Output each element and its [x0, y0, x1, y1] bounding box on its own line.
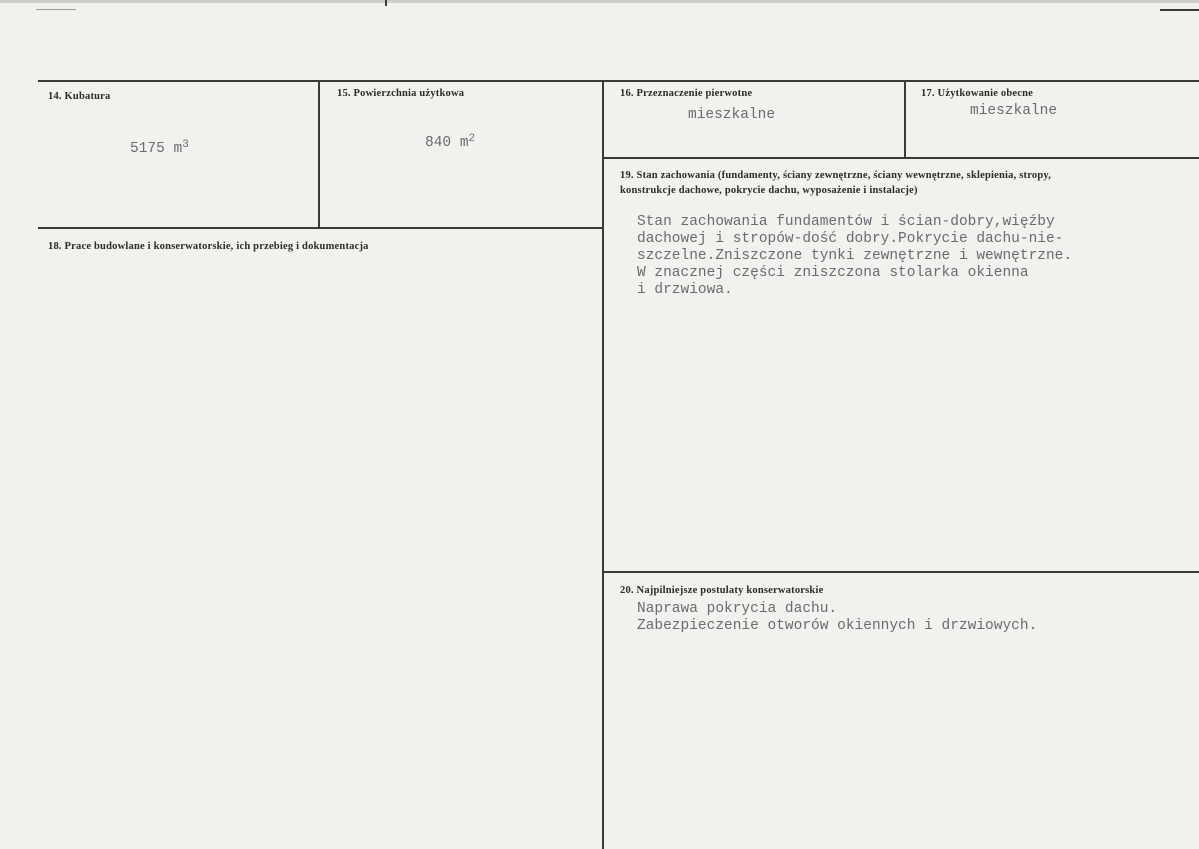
kubatura-exponent: 3 — [182, 139, 189, 151]
field-20-label: 20. Najpilniejsze postulaty konserwatorskie — [620, 585, 824, 596]
field-19-label-line-1: 19. Stan zachowania (fundamenty, ściany zewnętrzne, ściany wewnętrzne, sklepienia, stropy, — [620, 170, 1052, 181]
condition-line: szczelne.Zniszczone tynki zewnętrzne i wewnętrzne. — [637, 248, 1073, 264]
rule-top — [38, 80, 1199, 82]
condition-line: W znacznej części zniszczona stolarka okienna — [637, 265, 1029, 281]
rule-above-20 — [603, 571, 1199, 573]
field-20-text — [637, 601, 1037, 635]
kubatura-unit: m — [173, 141, 183, 157]
condition-line: Stan zachowania fundamentów i ścian-dobry,więźby — [637, 214, 1055, 230]
postulate-line: Naprawa pokrycia dachu. — [637, 601, 838, 617]
powierzchnia-number: 840 — [425, 135, 452, 151]
card-top-edge — [0, 0, 1199, 3]
field-14-value — [130, 141, 189, 159]
field-18-label: 18. Prace budowlane i konserwatorskie, ich przebieg i dokumentacja — [48, 241, 369, 252]
field-15-value — [425, 135, 475, 153]
field-14-label: 14. Kubatura — [48, 91, 111, 102]
corner-mark — [1160, 9, 1199, 11]
rule-under-16-17 — [603, 157, 1199, 159]
field-17-label: 17. Użytkowanie obecne — [921, 88, 1034, 99]
field-19-label-line-2: konstrukcje dachowe, pokrycie dachu, wyposażenie i instalacje) — [620, 185, 918, 196]
kubatura-number: 5175 — [130, 141, 165, 157]
col-divider-16-17 — [904, 80, 906, 158]
corner-mark-left — [36, 9, 76, 10]
field-16-value: mieszkalne — [688, 107, 776, 123]
powierzchnia-unit: m — [459, 135, 469, 151]
field-19-text — [637, 214, 1072, 299]
col-divider-main — [602, 80, 604, 849]
field-15-label: 15. Powierzchnia użytkowa — [337, 88, 465, 99]
col-divider-14-15 — [318, 80, 320, 229]
condition-line: dachowej i stropów-dość dobry.Pokrycie dachu-nie- — [637, 231, 1064, 247]
powierzchnia-exponent: 2 — [468, 133, 476, 145]
field-16-label: 16. Przeznaczenie pierwotne — [620, 88, 753, 99]
condition-line: i drzwiowa. — [637, 282, 733, 298]
rule-under-14-15 — [38, 227, 604, 229]
top-tick-mark — [385, 0, 387, 6]
postulate-line: Zabezpieczenie otworów okiennych i drzwiowych. — [637, 618, 1038, 634]
field-17-value: mieszkalne — [970, 103, 1058, 119]
